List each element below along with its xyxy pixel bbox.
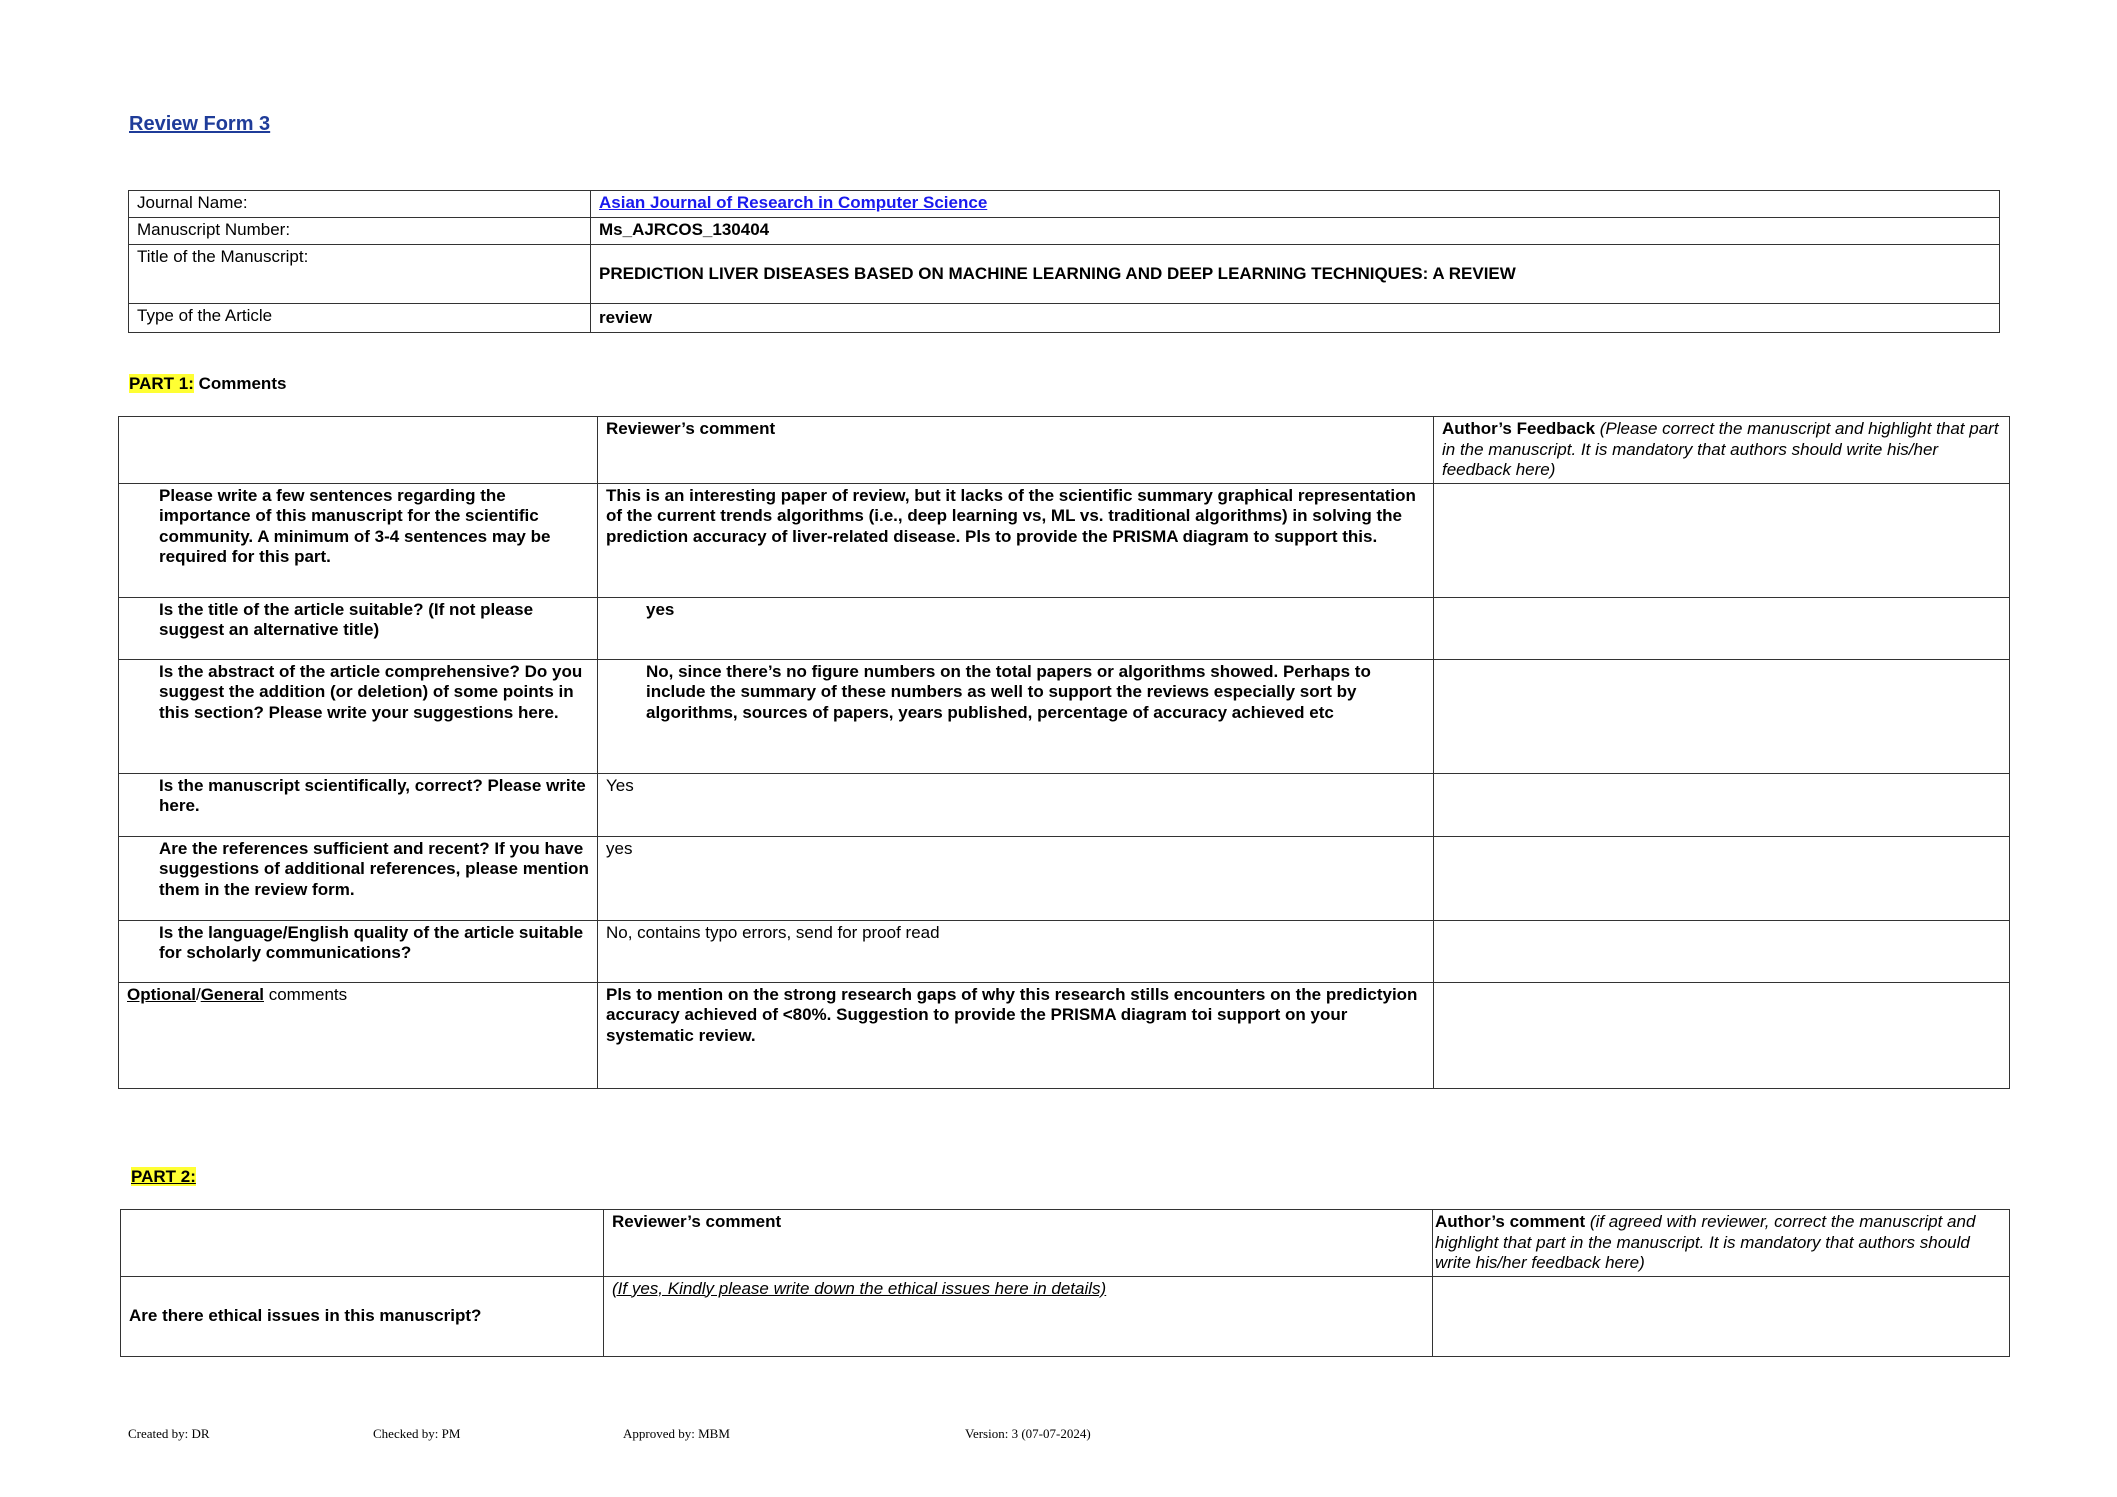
reviewer-comment-importance[interactable]: This is an interesting paper of review, but it lacks of the scientific summary graphical representation of the current trends algorithms (i.e., deep learning vs, ML vs. traditional algorithms) in solving the prediction accuracy of liver-related disease. Pls to provide the PRISMA diagram to support this. [598,483,1434,597]
part2-header-blank [121,1210,604,1277]
question-importance: Please write a few sentences regarding the importance of this manuscript for the scientific community. A minimum of 3-4 sentences may be required for this part. [119,483,598,597]
footer-approved: Approved by: MBM [623,1426,730,1441]
reviewer-comment-title[interactable]: yes [646,599,675,619]
part2-ethics-table [120,1209,2010,1357]
ethics-comment-placeholder[interactable]: (If yes, Kindly please write down the ethical issues here in details) [612,1278,1107,1298]
question-title: Is the title of the article suitable? (If not please suggest an alternative title) [119,597,598,659]
reviewer-comment-language[interactable]: No, contains typo errors, send for proof read [598,920,1434,982]
author-feedback-scientific[interactable] [1434,773,2010,836]
author-comment-ethics[interactable] [1433,1276,2010,1356]
manuscript-info-table [128,190,2000,333]
part1-highlight: PART 1: [129,374,194,393]
reviewer-comment-abstract[interactable]: No, since there’s no figure numbers on the total papers or algorithms showed. Perhaps to include the summary of these numbers as well to support the reviews especially sort by algorithms, sources of papers, years published, percentage of accuracy achieved etc [646,661,1371,722]
part1-comments-label: Comments [193,374,287,393]
part1-header-blank [119,417,598,484]
author-comment-instructions: (if agreed with reviewer, correct the manuscript and highlight that part in the manuscript. It is mandatory that authors should write his/her feedback here) [1435,1212,1976,1272]
author-feedback-abstract[interactable] [1434,659,2010,773]
part2-header-author [1433,1210,2010,1277]
optional-word: Optional [127,984,196,1004]
part1-header-author [1434,417,2010,484]
question-ethics: Are there ethical issues in this manuscript? [121,1276,604,1356]
reviewer-comment-references[interactable]: yes [598,836,1434,920]
question-scientific: Is the manuscript scientifically, correct? Please write here. [119,773,598,836]
manuscript-number-label: Manuscript Number: [129,218,591,245]
journal-link[interactable]: Asian Journal of Research in Computer Science [599,193,988,212]
author-feedback-title: Author’s Feedback [1442,419,1596,438]
manuscript-title-value: PREDICTION LIVER DISEASES BASED ON MACHINE LEARNING AND DEEP LEARNING TECHNIQUES: A REVIEW [591,245,2000,304]
footer-checked: Checked by: PM [373,1426,461,1441]
footer-version: Version: 3 (07-07-2024) [965,1426,1091,1441]
manuscript-number-value: Ms_AJRCOS_130404 [591,218,2000,245]
author-feedback-language[interactable] [1434,920,2010,982]
optional-general-label: Optional/General comments [119,982,598,1088]
question-abstract: Is the abstract of the article comprehensive? Do you suggest the addition (or deletion) of some points in this section? Please write your suggestions here. [119,659,598,773]
question-language: Is the language/English quality of the article suitable for scholarly communications? [119,920,598,982]
general-word: General [200,984,264,1004]
author-feedback-instructions: (Please correct the manuscript and highlight that part in the manuscript. It is mandatory that authors should write his/her feedback here) [1442,419,1999,479]
author-feedback-title-cell[interactable] [1434,597,2010,659]
article-type-value: review [591,304,2000,333]
part2-highlight: PART 2: [131,1167,196,1186]
part2-header-reviewer: Reviewer’s comment [604,1210,1433,1277]
part2-label [131,1167,196,1188]
part1-header-reviewer: Reviewer’s comment [598,417,1434,484]
part1-comments-table [118,416,2010,1089]
author-comment-title: Author’s comment [1435,1212,1586,1231]
journal-label: Journal Name: [129,191,591,218]
article-type-label: Type of the Article [129,304,591,333]
author-feedback-references[interactable] [1434,836,2010,920]
author-feedback-importance[interactable] [1434,483,2010,597]
part1-label [129,374,286,395]
comments-word: comments [264,984,348,1004]
manuscript-title-label: Title of the Manuscript: [129,245,591,304]
footer-created: Created by: DR [128,1426,210,1441]
form-title: Review Form 3 [129,113,271,135]
reviewer-comment-optional[interactable]: Pls to mention on the strong research gaps of why this research stills encounters on the predictyion accuracy achieved of <80%. Suggestion to provide the PRISMA diagram toi support on your systematic review. [598,982,1434,1088]
author-feedback-optional[interactable] [1434,982,2010,1088]
reviewer-comment-scientific[interactable]: Yes [598,773,1434,836]
question-references: Are the references sufficient and recent? If you have suggestions of additional references, please mention them in the review form. [119,836,598,920]
